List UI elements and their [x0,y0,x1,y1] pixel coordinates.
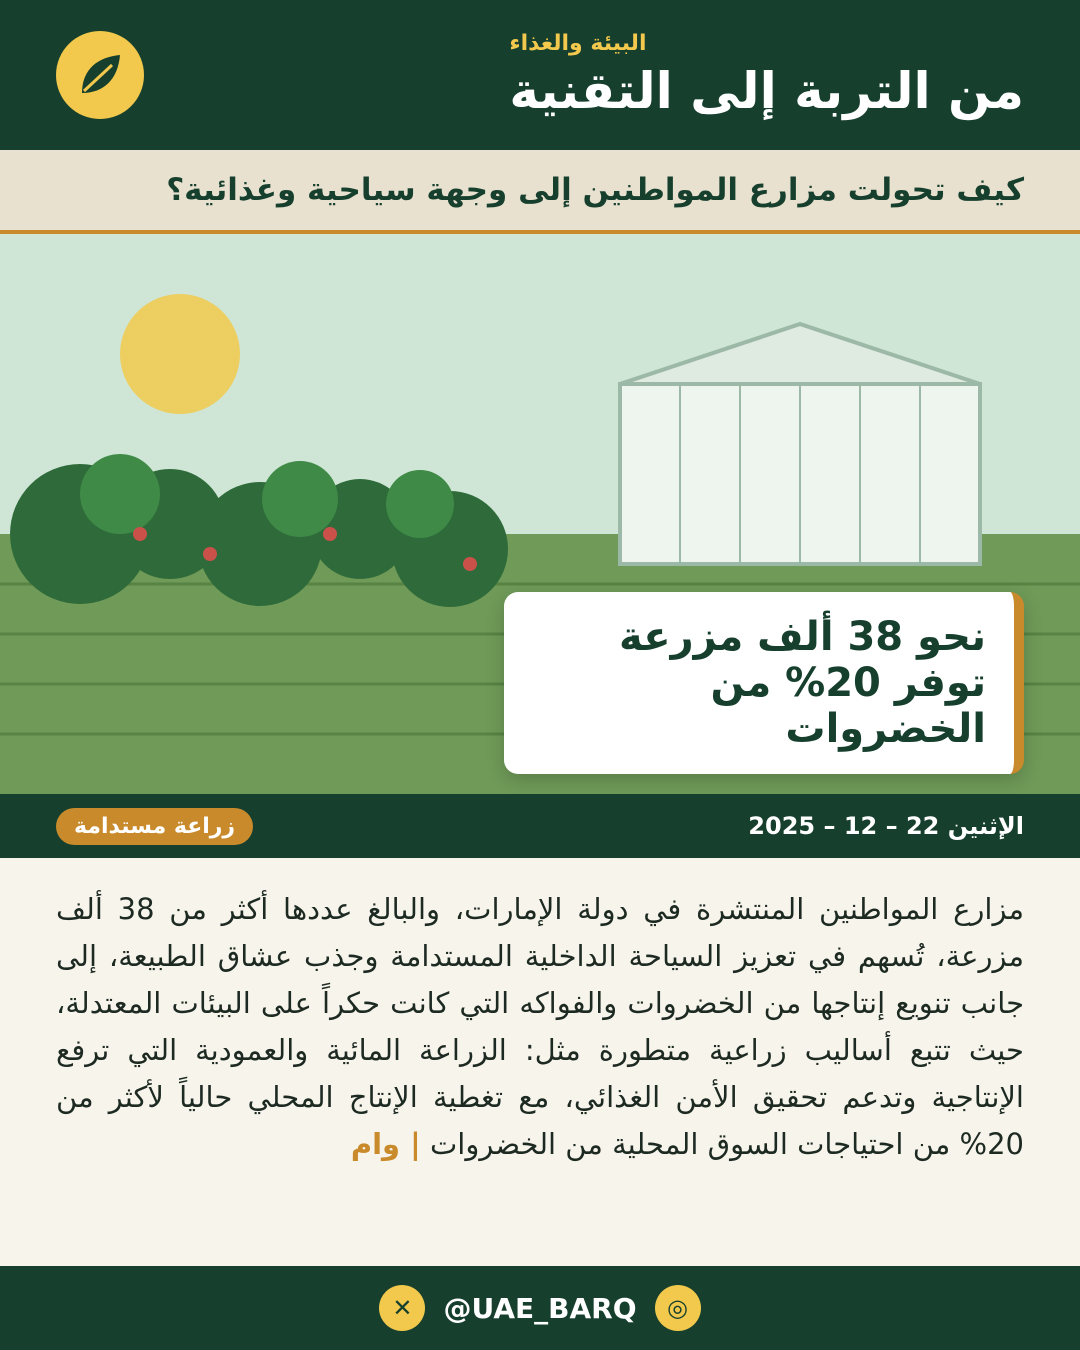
publish-date: الإثنين 22 – 12 – 2025 [748,812,1024,840]
camera-icon[interactable]: ◎ [655,1285,701,1331]
masthead-brand [509,31,1024,120]
stat-card [504,592,1024,774]
page-title: من التربة إلى التقنية [509,61,1024,120]
topic-tag: زراعة مستدامة [56,808,253,845]
social-handle[interactable]: @UAE_BARQ [443,1291,637,1325]
masthead [0,0,1080,150]
article-body [56,886,1024,1266]
x-icon[interactable]: ✕ [379,1285,425,1331]
footer [0,1266,1080,1350]
headline-deck: كيف تحولت مزارع المواطنين إلى وجهة سياحية وغذائية؟ [0,150,1080,234]
section-label: البيئة والغذاء [509,30,647,56]
article-text: مزارع المواطنين المنتشرة في دولة الإمارات، والبالغ عددها أكثر من 38 ألف مزرعة، تُسهم في تعزيز السياحة الداخلية المستدامة وجذب عشاق الطبيعة، إلى جانب تنويع إنتاجها من الخضروات والفواكه التي كانت حكراً على البيئات المعتدلة، حيث تتبع أساليب زراعية متطورة مثل: الزراعة المائية والعمودية التي ترفع الإنتاجية وتدعم تحقيق الأمن الغذائي، مع تغطية الإنتاج المحلي حالياً لأكثر من 20% من احتياجات السوق المحلية من الخضروات [56,892,1024,1161]
date-strip [0,794,1080,858]
stat-headline: نحو 38 ألف مزرعة توفر 20% من الخضروات [618,614,986,752]
leaf-icon [56,31,144,119]
article-source: | وام [350,1126,421,1161]
